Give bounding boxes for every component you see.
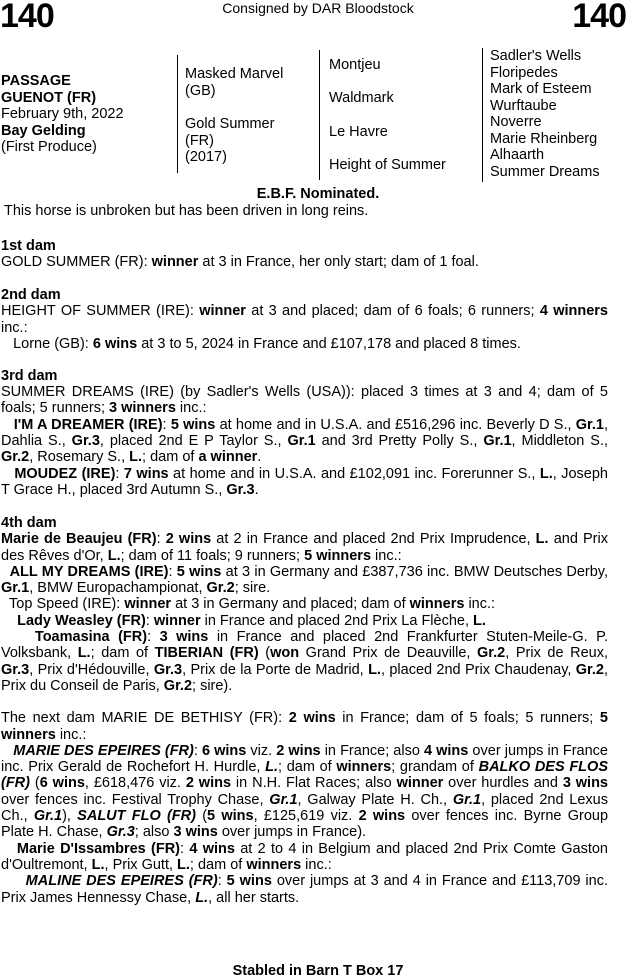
dam-country: (FR) — [185, 132, 214, 149]
dam-year: (2017) — [185, 149, 227, 165]
section-next-dam — [1, 710, 608, 906]
pedigree-divider-1 — [177, 55, 178, 173]
gen2-dam-dam: Height of Summer — [329, 157, 446, 173]
section-heading: 2nd dam — [1, 287, 61, 304]
section-body: HEIGHT OF SUMMER (IRE): winner at 3 and placed; dam of 6 foals; 6 runners; 4 winners inc.: Lorne (GB): 6 wins at 3 to 5, 2024 in France and £107,178 and placed 8 times. — [1, 303, 608, 352]
gen2-sire-sire: Montjeu — [329, 57, 381, 73]
section-heading: 4th dam — [1, 515, 57, 532]
gen3-item: Marie Rheinberg — [490, 130, 598, 147]
gen2-sire-dam: Waldmark — [329, 90, 394, 106]
foaled-date: February 9th, 2022 — [1, 106, 124, 122]
gen3-item: Floripedes — [490, 64, 558, 81]
gen3-item: Wurftaube — [490, 97, 557, 114]
horse-name-line2: GUENOT (FR) — [1, 89, 97, 106]
consignor: Consigned by DAR Bloodstock — [222, 0, 414, 16]
dam-sections — [1, 238, 608, 906]
produce-note: (First Produce) — [1, 139, 97, 155]
horse-info — [1, 73, 173, 156]
section-1st-dam — [1, 238, 608, 270]
section-body: SUMMER DREAMS (IRE) (by Sadler's Wells (USA)): placed 3 times at 3 and 4; dam of 5 foals; 5 runners; 3 winners inc.: I'M A DREAMER (IRE): 5 wins at home and in U.S.A. and £516,296 inc. Beverly D S., Gr.1, Dahlia S., Gr.3, placed 2nd E P Taylor S., Gr.1 and 3rd Pretty Polly S., Gr.1, Middleton S., Gr.2, Rosemary S., L.; dam of a winner. MOUDEZ (IRE): 7 wins at home and in U.S.A. and £102,091 inc. Forerunner S., L., Joseph T Grace H., placed 3rd Autumn S., Gr.3. — [1, 384, 609, 498]
section-heading: 1st dam — [1, 238, 56, 254]
next-dam-body: The next dam MARIE DE BETHISY (FR): 2 wins in France; dam of 5 foals; 5 runners; 5 winners inc.: MARIE DES EPEIRES (FR): 6 wins viz. 2 wins in France; also 4 wins over jumps in France inc. Prix Gerald de Rochefort H. Hurdle, L.; dam of winners; grandam of BALKO DES FLOS (FR) (6 wins, £618,476 viz. 2 wins in N.H. Flat Races; also winner over hurdles and 3 wins over fences inc. Festival Trophy Chase, Gr.1, Galway Plate H. Ch., Gr.1, placed 2nd Lexus Ch., Gr.1), SALUT FLO (FR) (5 wins, £125,619 viz. 2 wins over fences inc. Byrne Group Plate H. Chase, Gr.3; also 3 wins over jumps in France). Marie D'Issambres (FR): 4 wins at 2 to 4 in Belgium and placed 2nd Prix Comte Gaston d'Oultremont, L., Prix Gutt, L.; dam of winners inc.: MALINE DES EPEIRES (FR): 5 wins over jumps at 3 and 4 in France and £113,709 inc. Prix James Hennessy Chase, L., all her starts. — [1, 710, 609, 906]
dam — [185, 116, 274, 166]
horse-name-line1: PASSAGE — [1, 73, 71, 89]
unbroken-note: This horse is unbroken but has been driven in long reins. — [4, 203, 369, 219]
gen3-item: Alhaarth — [490, 147, 545, 163]
lot-number-right: 140 — [572, 0, 626, 35]
sire — [185, 66, 283, 99]
pedigree-divider-2 — [319, 50, 320, 180]
section-heading: 3rd dam — [1, 368, 58, 385]
pedigree-divider-3 — [482, 48, 483, 182]
section-3rd-dam — [1, 368, 608, 498]
horse-description: Bay Gelding — [1, 122, 86, 139]
ebf-nominated: E.B.F. Nominated. — [256, 186, 380, 202]
gen2-dam-sire: Le Havre — [329, 124, 388, 140]
gen3-list — [490, 48, 600, 180]
stabling-info: Stabled in Barn T Box 17 — [232, 963, 404, 979]
lot-number-left: 140 — [0, 0, 54, 35]
gen3-item: Mark of Esteem — [490, 81, 592, 97]
gen3-item: Sadler's Wells — [490, 48, 582, 64]
section-4th-dam — [1, 515, 608, 694]
section-2nd-dam — [1, 287, 608, 352]
sire-name: Masked Marvel — [185, 66, 284, 82]
gen3-item: Summer Dreams — [490, 163, 600, 180]
sire-country: (GB) — [185, 82, 216, 99]
section-body: Marie de Beaujeu (FR): 2 wins at 2 in France and placed 2nd Prix Imprudence, L. and Prix des Rêves d'Or, L.; dam of 11 foals; 9 runners; 5 winners inc.: ALL MY DREAMS (IRE): 5 wins at 3 in Germany and £387,736 inc. BMW Deutsches Derby, Gr.1, BMW Europachampionat, Gr.2; sire. Top Speed (IRE): winner at 3 in Germany and placed; dam of winners inc.: Lady Weasley (FR): winner in France and placed 2nd Prix La Flèche, L. Toamasina (FR): 3 wins in France and placed 2nd Frankfurter Stuten-Meile-G. P. Volksbank, L.; dam of TIBERIAN (FR) (won Grand Prix de Deauville, Gr.2, Prix de Reux, Gr.3, Prix d'Hédouville, Gr.3, Prix de la Porte de Madrid, L., placed 2nd Prix Chaudenay, Gr.2, Prix du Conseil de Paris, Gr.2; sire). — [1, 531, 609, 694]
dam-name: Gold Summer — [185, 116, 275, 132]
section-body: GOLD SUMMER (FR): winner at 3 in France, her only start; dam of 1 foal. — [1, 254, 479, 270]
gen3-item: Noverre — [490, 114, 542, 130]
